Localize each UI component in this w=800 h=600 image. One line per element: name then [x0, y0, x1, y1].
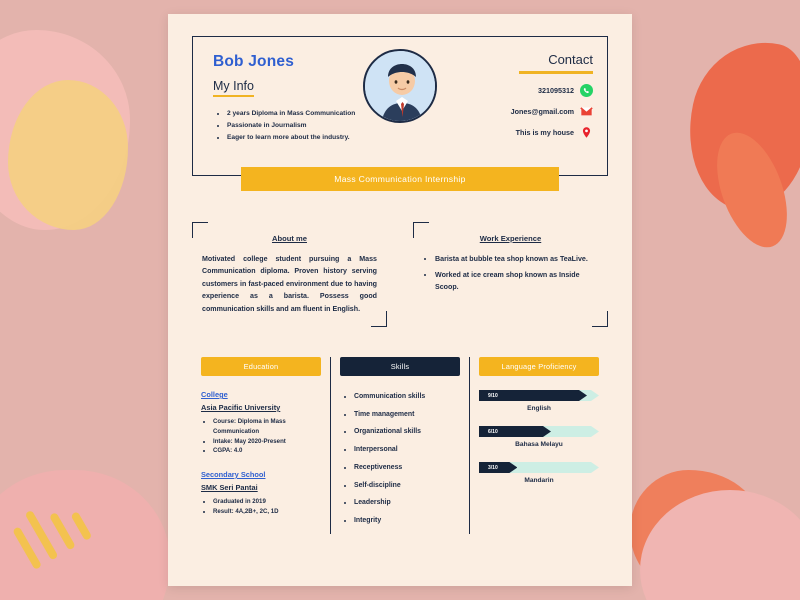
language-name: Mandarin — [524, 477, 554, 485]
list-item: • Interpersonal — [354, 445, 460, 456]
bottom-section — [192, 357, 608, 534]
corner-bracket-bottom-right — [592, 311, 608, 327]
list-item: • Integrity — [354, 516, 460, 527]
language-name: English — [527, 405, 551, 413]
education-details-college — [201, 417, 321, 456]
education-institution-secondary: SMK Seri Pantai — [201, 483, 258, 493]
list-item: • CGPA: 4.0 — [213, 446, 321, 456]
mail-icon — [580, 105, 593, 118]
education-level-secondary: Secondary School — [201, 470, 266, 480]
email-address: Jones@gmail.com — [510, 106, 574, 116]
header-section — [192, 36, 608, 184]
language-item-english — [479, 390, 599, 412]
contact-block — [443, 51, 593, 147]
list-item: • Course: Diploma in Mass Communication — [213, 417, 321, 437]
language-column — [470, 357, 608, 534]
phone-icon — [580, 84, 593, 97]
list-item: • Graduated in 2019 — [213, 497, 321, 507]
bar-score-label: 6/10 — [488, 428, 498, 435]
language-item-mandarin — [479, 462, 599, 484]
list-item: • Receptiveness — [354, 463, 460, 474]
contact-row-phone — [443, 84, 593, 97]
list-item: • Self-discipline — [354, 481, 460, 492]
bar-fill — [479, 462, 517, 473]
list-item: • 2 years Diploma in Mass Communication — [227, 109, 591, 119]
work-experience-block — [413, 222, 608, 327]
corner-bracket-bottom-right — [371, 311, 387, 327]
list-item: • Time management — [354, 410, 460, 421]
contact-row-email — [443, 105, 593, 118]
list-item: • Worked at ice cream shop known as Inside Scoop. — [435, 269, 598, 293]
bar-score-label: 9/10 — [488, 392, 498, 399]
phone-number: 321095312 — [538, 85, 574, 95]
language-item-bahasa-melayu — [479, 426, 599, 448]
education-heading: Education — [201, 357, 321, 376]
skills-heading: Skills — [340, 357, 460, 376]
list-item: • Organizational skills — [354, 427, 460, 438]
list-item: • Leadership — [354, 498, 460, 509]
corner-bracket-top-left — [192, 222, 208, 238]
corner-bracket-top-left — [413, 222, 429, 238]
skills-column — [330, 357, 470, 534]
avatar — [363, 49, 437, 123]
contact-underline — [519, 71, 593, 74]
internship-banner: Mass Communication Internship — [241, 167, 559, 191]
list-item: • Communication skills — [354, 392, 460, 403]
my-info-heading: My Info — [213, 79, 254, 97]
education-institution-college: Asia Pacific University — [201, 403, 281, 413]
list-item: • Passionate in Journalism — [227, 121, 591, 131]
bar-score-label: 3/10 — [488, 464, 498, 471]
about-me-title: About me — [271, 234, 307, 243]
proficiency-bar — [479, 390, 599, 401]
about-me-body: Motivated college student pursuing a Mass Communication diploma. Proven history serving customers in fast-paced environment due to having experience as a barista. Possess good communication skills and am fluent in English. — [202, 255, 377, 313]
language-name: Bahasa Melayu — [515, 441, 563, 449]
list-item: • Result: 4A,2B+, 2C, 1D — [213, 507, 321, 517]
page-title: Bob Jones — [213, 53, 295, 70]
list-item: • Barista at bubble tea shop known as TeaLive. — [435, 253, 598, 265]
proficiency-bar — [479, 462, 599, 473]
work-experience-list — [423, 253, 598, 293]
language-heading: Language Proficiency — [479, 357, 599, 376]
about-me-block — [192, 222, 387, 327]
location-pin-icon — [580, 126, 593, 139]
education-column — [192, 357, 330, 534]
work-experience-title: Work Experience — [479, 234, 542, 243]
contact-title: Contact — [548, 52, 593, 67]
address-text: This is my house — [515, 127, 574, 137]
education-level-college: College — [201, 390, 228, 400]
proficiency-bar — [479, 426, 599, 437]
blob-yellow-left — [8, 80, 128, 230]
resume-page — [168, 14, 632, 586]
list-item: • Intake: May 2020-Present — [213, 437, 321, 447]
middle-section — [192, 222, 608, 327]
skills-list — [340, 392, 460, 527]
contact-row-address — [443, 126, 593, 139]
list-item: • Eager to learn more about the industry. — [227, 133, 591, 143]
education-details-secondary — [201, 497, 321, 517]
